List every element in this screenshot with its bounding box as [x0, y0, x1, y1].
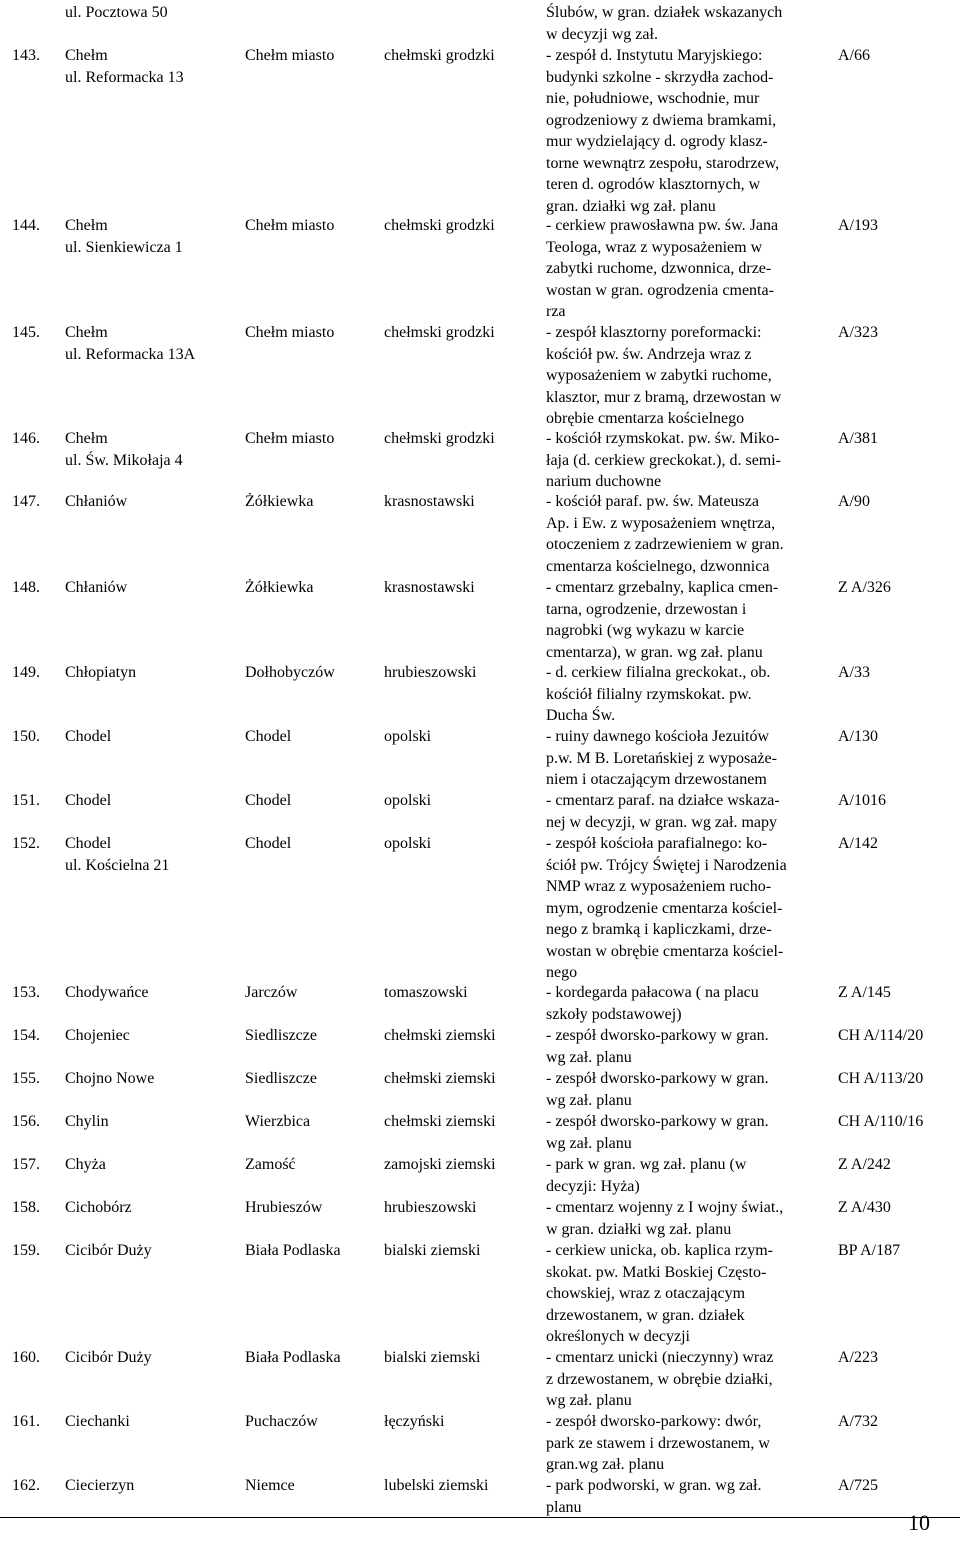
row-number: 149. — [12, 664, 40, 681]
locality-cell: Chełm ul. Św. Mikołaja 4 — [65, 430, 183, 469]
gmina-cell: Zamość — [245, 1156, 296, 1173]
description-cell: - d. cerkiew filialna greckokat., ob. kościół filialny rzymskokat. pw. Ducha Św. — [546, 664, 771, 724]
powiat-cell: hrubieszowski — [384, 1199, 477, 1216]
row-number: 154. — [12, 1027, 40, 1044]
gmina-cell: Dołhobyczów — [245, 664, 335, 681]
locality-cell: Chojno Nowe — [65, 1070, 155, 1087]
gmina-cell: Chodel — [245, 792, 292, 809]
gmina-cell: Puchaczów — [245, 1413, 318, 1430]
page-number: 10 — [908, 1510, 930, 1535]
description-cell: - kordegarda pałacowa ( na placu szkoły podstawowej) — [546, 984, 759, 1023]
locality-cell: Chełm ul. Reformacka 13 — [65, 47, 184, 86]
locality-cell: Chodel ul. Kościelna 21 — [65, 835, 170, 874]
row-number: 146. — [12, 430, 40, 447]
register-number-cell: A/90 — [838, 493, 870, 510]
row-number: 152. — [12, 835, 40, 852]
register-number-cell: Z A/430 — [838, 1199, 891, 1216]
powiat-cell: chełmski grodzki — [384, 430, 495, 447]
description-cell: Ślubów, w gran. działek wskazanych w decyzji wg zał. — [546, 4, 783, 43]
row-number: 144. — [12, 217, 40, 234]
description-cell: - zespół dworsko-parkowy: dwór, park ze stawem i drzewostanem, w gran.wg zał. planu — [546, 1413, 770, 1473]
powiat-cell: tomaszowski — [384, 984, 468, 1001]
row-number: 155. — [12, 1070, 40, 1087]
register-number-cell: A/142 — [838, 835, 878, 852]
register-number-cell: CH A/113/20 — [838, 1070, 924, 1087]
locality-cell: Chodel — [65, 792, 112, 809]
powiat-cell: opolski — [384, 835, 432, 852]
gmina-cell: Chełm miasto — [245, 47, 335, 64]
gmina-cell: Siedliszcze — [245, 1027, 317, 1044]
locality-cell: Chełm ul. Reformacka 13A — [65, 324, 196, 363]
description-cell: - zespół dworsko-parkowy w gran. wg zał. planu — [546, 1027, 769, 1066]
description-cell: - cmentarz unicki (nieczynny) wraz z drzewostanem, w obrębie działki, wg zał. planu — [546, 1349, 774, 1409]
register-number-cell: A/381 — [838, 430, 878, 447]
row-number: 159. — [12, 1242, 40, 1259]
locality-cell: Chełm ul. Sienkiewicza 1 — [65, 217, 183, 256]
locality-cell: Chodywańce — [65, 984, 149, 1001]
register-number-cell: A/725 — [838, 1477, 878, 1494]
gmina-cell: Żółkiewka — [245, 493, 314, 510]
register-number-cell: Z A/145 — [838, 984, 891, 1001]
register-number-cell: BP A/187 — [838, 1242, 901, 1259]
powiat-cell: łęczyński — [384, 1413, 445, 1430]
register-number-cell: CH A/110/16 — [838, 1113, 924, 1130]
gmina-cell: Biała Podlaska — [245, 1349, 341, 1366]
row-number: 162. — [12, 1477, 40, 1494]
row-number: 153. — [12, 984, 40, 1001]
register-number-cell: A/223 — [838, 1349, 878, 1366]
description-cell: - park w gran. wg zał. planu (w decyzji: Hyża) — [546, 1156, 747, 1195]
description-cell: - cerkiew unicka, ob. kaplica rzym- skokat. pw. Matki Boskiej Często- chowskiej, wraz z otaczającym drzewostanem, w gran. działek określonych w decyzji — [546, 1242, 774, 1345]
description-cell: - cmentarz paraf. na działce wskaza- nej w decyzji, w gran. wg zał. mapy — [546, 792, 780, 831]
powiat-cell: chełmski ziemski — [384, 1113, 496, 1130]
locality-cell: Chyża — [65, 1156, 106, 1173]
row-number: 145. — [12, 324, 40, 341]
locality-cell: Chłaniów — [65, 579, 128, 596]
row-number: 150. — [12, 728, 40, 745]
locality-cell: ul. Pocztowa 50 — [65, 4, 168, 21]
powiat-cell: chełmski grodzki — [384, 217, 495, 234]
gmina-cell: Chodel — [245, 728, 292, 745]
locality-cell: Ciechanki — [65, 1413, 130, 1430]
powiat-cell: krasnostawski — [384, 579, 475, 596]
gmina-cell: Chełm miasto — [245, 217, 335, 234]
gmina-cell: Żółkiewka — [245, 579, 314, 596]
powiat-cell: hrubieszowski — [384, 664, 477, 681]
gmina-cell: Chodel — [245, 835, 292, 852]
row-number: 158. — [12, 1199, 40, 1216]
gmina-cell: Wierzbica — [245, 1113, 311, 1130]
description-cell: - kościół paraf. pw. św. Mateusza Ap. i Ew. z wyposażeniem wnętrza, otoczeniem z zadrzewieniem w gran. cmentarza kościelnego, dzwonnica — [546, 493, 784, 575]
register-number-cell: A/1016 — [838, 792, 886, 809]
gmina-cell: Jarczów — [245, 984, 298, 1001]
powiat-cell: lubelski ziemski — [384, 1477, 489, 1494]
row-number: 148. — [12, 579, 40, 596]
description-cell: - ruiny dawnego kościoła Jezuitów p.w. M B. Loretańskiej z wyposaże- niem i otaczającym drzewostanem — [546, 728, 777, 788]
powiat-cell: chełmski grodzki — [384, 324, 495, 341]
locality-cell: Cichobórz — [65, 1199, 132, 1216]
locality-cell: Chylin — [65, 1113, 109, 1130]
powiat-cell: zamojski ziemski — [384, 1156, 496, 1173]
row-number: 160. — [12, 1349, 40, 1366]
row-number: 156. — [12, 1113, 40, 1130]
powiat-cell: krasnostawski — [384, 493, 475, 510]
powiat-cell: chełmski ziemski — [384, 1027, 496, 1044]
row-number: 147. — [12, 493, 40, 510]
locality-cell: Cicibór Duży — [65, 1349, 152, 1366]
description-cell: - zespół d. Instytutu Maryjskiego: budynki szkolne - skrzydła zachod- nie, południowe, wschodnie, mur ogrodzeniowy z dwiema bramkami, mur wydzielający d. ogrody klasz- torne wewnątrz zespołu, starodrzew, teren d. ogrodów klasztornych, w gran. działki wg zał. planu — [546, 47, 780, 215]
powiat-cell: chełmski grodzki — [384, 47, 495, 64]
description-cell: - cmentarz grzebalny, kaplica cmen- tarna, ogrodzenie, drzewostan i nagrobki (wg wykazu w karcie cmentarza), w gran. wg zał. planu — [546, 579, 779, 661]
register-number-cell: Z A/326 — [838, 579, 891, 596]
locality-cell: Chłaniów — [65, 493, 128, 510]
register-number-cell: A/130 — [838, 728, 878, 745]
gmina-cell: Biała Podlaska — [245, 1242, 341, 1259]
description-cell: - park podworski, w gran. wg zał. planu — [546, 1477, 762, 1516]
description-cell: - kościół rzymskokat. pw. św. Miko- łaja (d. cerkiew greckokat.), d. semi- narium duchowne — [546, 430, 782, 490]
locality-cell: Chłopiatyn — [65, 664, 137, 681]
gmina-cell: Niemce — [245, 1477, 295, 1494]
row-number: 157. — [12, 1156, 40, 1173]
register-number-cell: Z A/242 — [838, 1156, 891, 1173]
row-number: 161. — [12, 1413, 40, 1430]
description-cell: - zespół klasztorny poreformacki: kościół pw. św. Andrzeja wraz z wyposażeniem w zabytki ruchome, klasztor, mur z bramą, drzewostan w obrębie cmentarza kościelnego — [546, 324, 782, 427]
gmina-cell: Siedliszcze — [245, 1070, 317, 1087]
register-number-cell: A/66 — [838, 47, 870, 64]
gmina-cell: Chełm miasto — [245, 324, 335, 341]
locality-cell: Ciecierzyn — [65, 1477, 135, 1494]
description-cell: - cmentarz wojenny z I wojny świat., w gran. działki wg zał. planu — [546, 1199, 784, 1238]
powiat-cell: bialski ziemski — [384, 1349, 481, 1366]
powiat-cell: chełmski ziemski — [384, 1070, 496, 1087]
gmina-cell: Chełm miasto — [245, 430, 335, 447]
row-number: 151. — [12, 792, 40, 809]
register-number-cell: A/732 — [838, 1413, 878, 1430]
description-cell: - cerkiew prawosławna pw. św. Jana Teologa, wraz z wyposażeniem w zabytki ruchome, dzwonnica, drze- wostan w gran. ogrodzenia cmenta- rza — [546, 217, 779, 320]
description-cell: - zespół dworsko-parkowy w gran. wg zał. planu — [546, 1070, 769, 1109]
powiat-cell: opolski — [384, 728, 432, 745]
gmina-cell: Hrubieszów — [245, 1199, 323, 1216]
description-cell: - zespół kościoła parafialnego: ko- ściół pw. Trójcy Świętej i Narodzenia NMP wraz z wyposażeniem rucho- mym, ogrodzenie cmentarza kościel- nego z bramką i kapliczkami, drze- wostan w obrębie cmentarza kościel- nego — [546, 835, 787, 981]
description-cell: - zespół dworsko-parkowy w gran. wg zał. planu — [546, 1113, 769, 1152]
register-number-cell: CH A/114/20 — [838, 1027, 924, 1044]
register-number-cell: A/323 — [838, 324, 878, 341]
locality-cell: Cicibór Duży — [65, 1242, 152, 1259]
register-number-cell: A/193 — [838, 217, 878, 234]
table-bottom-rule — [0, 1517, 960, 1518]
powiat-cell: opolski — [384, 792, 432, 809]
locality-cell: Chojeniec — [65, 1027, 130, 1044]
powiat-cell: bialski ziemski — [384, 1242, 481, 1259]
locality-cell: Chodel — [65, 728, 112, 745]
row-number: 143. — [12, 47, 40, 64]
register-number-cell: A/33 — [838, 664, 870, 681]
